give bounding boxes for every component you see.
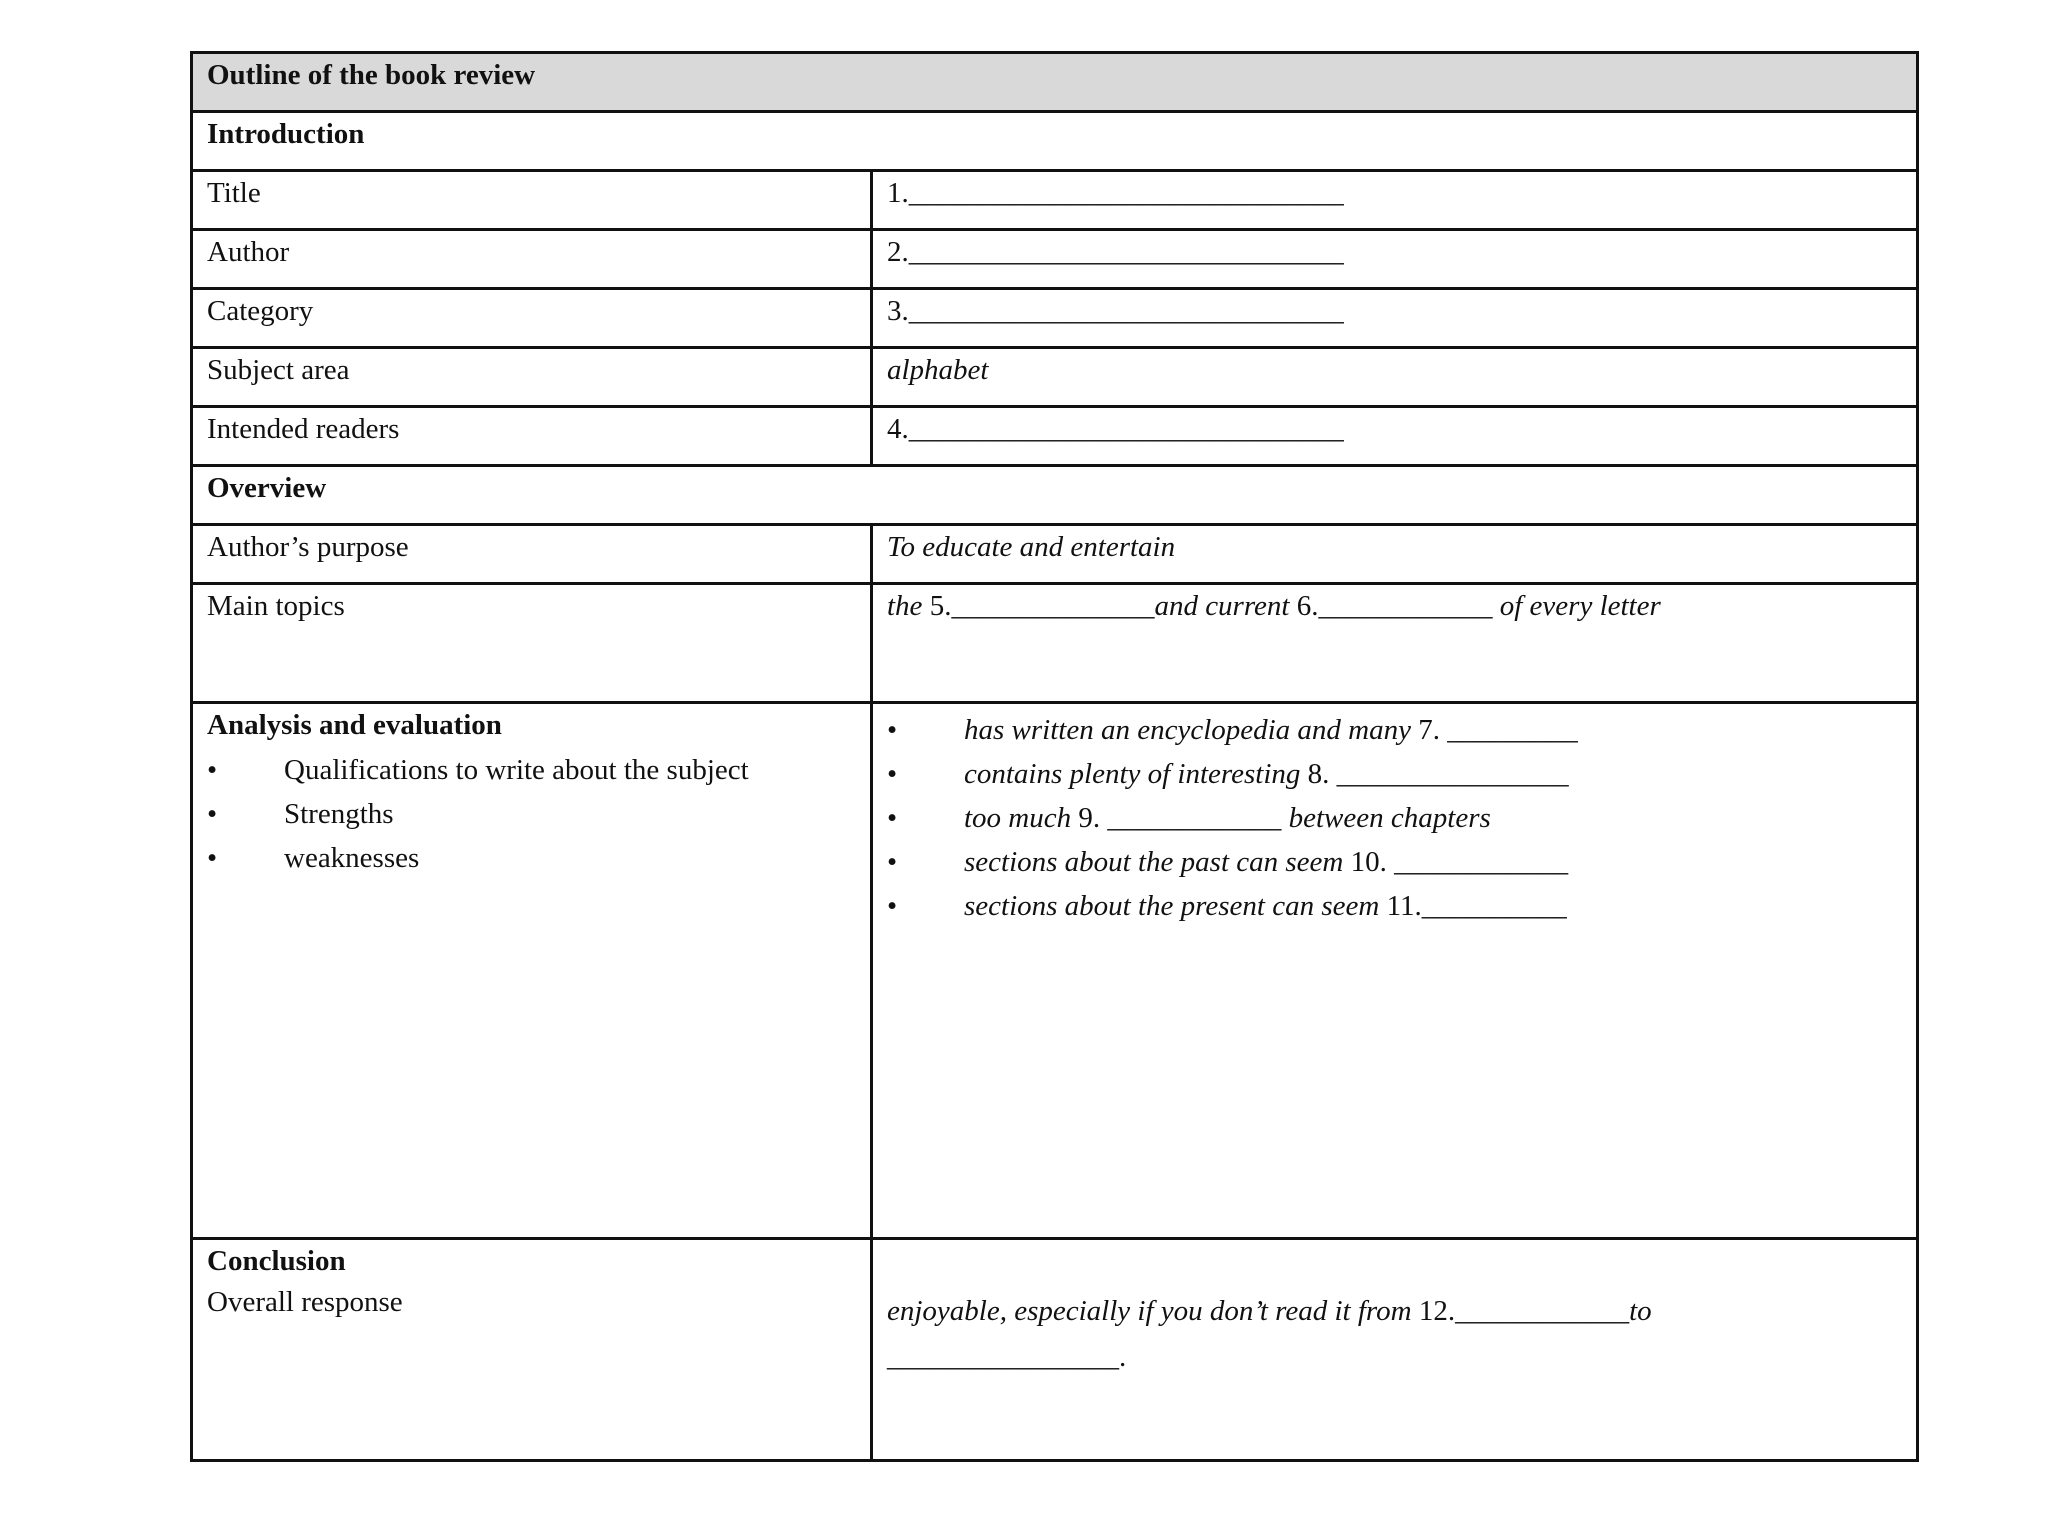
table-row bbox=[192, 584, 1918, 703]
row-label-category: Category bbox=[192, 289, 872, 348]
main-topics-value bbox=[872, 584, 1918, 703]
section-row-overview bbox=[192, 466, 1918, 525]
table-row bbox=[192, 703, 1918, 1239]
note-text: contains plenty of interesting bbox=[964, 758, 1308, 790]
note-after: between chapters bbox=[1281, 802, 1491, 834]
analysis-notes-list bbox=[887, 708, 1904, 928]
table-row bbox=[192, 407, 1918, 466]
answer-blank-7: 7. _________ bbox=[1418, 714, 1578, 746]
answer-blank-3: 3.______________________________ bbox=[872, 289, 1918, 348]
answer-blank-2: 2.______________________________ bbox=[872, 230, 1918, 289]
row-label-author: Author bbox=[192, 230, 872, 289]
row-label-main-topics: Main topics bbox=[192, 584, 872, 703]
topics-text-1: the bbox=[887, 590, 930, 622]
conclusion-left-cell bbox=[192, 1239, 872, 1461]
answer-blank-11: 11.__________ bbox=[1386, 890, 1567, 922]
topics-text-2: and current bbox=[1154, 590, 1297, 622]
topics-text-3: of every letter bbox=[1492, 590, 1661, 622]
list-item bbox=[887, 708, 1904, 752]
table-row bbox=[192, 171, 1918, 230]
answer-blank-8: 8. ________________ bbox=[1307, 758, 1569, 790]
answer-blank-1: 1.______________________________ bbox=[872, 171, 1918, 230]
note-text: sections about the present can seem bbox=[964, 890, 1387, 922]
table-header: Outline of the book review bbox=[192, 53, 1918, 112]
answer-blank-12-continued: ________________. bbox=[887, 1341, 1127, 1373]
answer-blank-10: 10. ____________ bbox=[1350, 846, 1569, 878]
note-text: too much bbox=[964, 802, 1079, 834]
list-item bbox=[887, 796, 1904, 840]
row-label-authors-purpose: Author’s purpose bbox=[192, 525, 872, 584]
answer-blank-5: 5.______________ bbox=[929, 590, 1155, 622]
book-review-outline-table bbox=[190, 51, 1919, 1462]
note-text: has written an encyclopedia and many bbox=[964, 714, 1419, 746]
answer-blank-6: 6.____________ bbox=[1296, 590, 1493, 622]
row-label-subject-area: Subject area bbox=[192, 348, 872, 407]
analysis-right-cell bbox=[872, 703, 1918, 1239]
list-item: • weaknesses bbox=[207, 836, 858, 880]
row-label-title: Title bbox=[192, 171, 872, 230]
conclusion-text-1: enjoyable, especially if you don’t read it from bbox=[887, 1295, 1419, 1327]
list-item bbox=[887, 884, 1904, 928]
list-item bbox=[887, 752, 1904, 796]
conclusion-right-cell bbox=[872, 1239, 1918, 1461]
table-row bbox=[192, 1239, 1918, 1461]
section-row-introduction bbox=[192, 112, 1918, 171]
analysis-criteria-list bbox=[207, 748, 858, 880]
table-row bbox=[192, 230, 1918, 289]
authors-purpose-value: To educate and entertain bbox=[872, 525, 1918, 584]
table-row bbox=[192, 289, 1918, 348]
note-text: sections about the past can seem bbox=[964, 846, 1351, 878]
answer-blank-4: 4.______________________________ bbox=[872, 407, 1918, 466]
subject-area-value: alphabet bbox=[872, 348, 1918, 407]
conclusion-text-2: to bbox=[1629, 1295, 1652, 1327]
section-heading-introduction: Introduction bbox=[192, 112, 1918, 171]
row-label-intended-readers: Intended readers bbox=[192, 407, 872, 466]
list-item: • Strengths bbox=[207, 792, 858, 836]
analysis-left-cell bbox=[192, 703, 872, 1239]
section-heading-overview: Overview bbox=[192, 466, 1918, 525]
list-item: • Qualifications to write about the subject bbox=[207, 748, 858, 792]
table-row bbox=[192, 525, 1918, 584]
section-heading-conclusion: Conclusion bbox=[207, 1245, 346, 1277]
section-heading-analysis: Analysis and evaluation bbox=[207, 709, 502, 741]
answer-blank-12: 12.____________ bbox=[1418, 1295, 1630, 1327]
list-item bbox=[887, 840, 1904, 884]
overall-response-label: Overall response bbox=[207, 1285, 403, 1318]
header-row bbox=[192, 53, 1918, 112]
table-row bbox=[192, 348, 1918, 407]
answer-blank-9: 9. ____________ bbox=[1078, 802, 1282, 834]
